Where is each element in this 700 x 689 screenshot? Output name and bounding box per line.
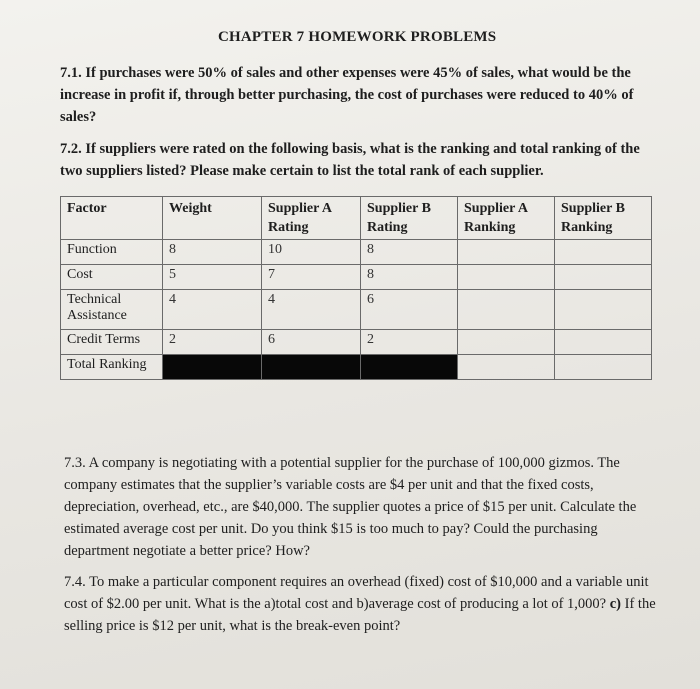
cell-b-rating: 6	[361, 290, 458, 330]
cell-factor: Technical Assistance	[61, 290, 163, 330]
cell-b-ranking	[555, 330, 652, 355]
supplier-rating-table	[60, 196, 652, 380]
table-row	[61, 265, 652, 290]
cell-total-a-ranking	[458, 355, 555, 380]
problem-7-2	[60, 138, 640, 182]
problem-7-4	[64, 571, 664, 637]
header-supplier-b-rating: Supplier B Rating	[361, 197, 458, 240]
problem-7-1: 7.1. If purchases were 50% of sales and other expenses were 45% of sales, what would be the increase in profit if, through better purchasing, the cost of purchases were reduced to 40% of sales?	[60, 65, 634, 125]
total-ranking-row	[61, 355, 652, 380]
header-weight: Weight	[163, 197, 262, 240]
cell-weight: 8	[163, 240, 262, 265]
problem-7-4-c-label: c)	[609, 596, 622, 612]
cell-a-rating: 6	[262, 330, 361, 355]
cell-a-ranking	[458, 265, 555, 290]
blacked-out-cell	[163, 355, 262, 380]
cell-weight: 5	[163, 265, 262, 290]
cell-b-ranking	[555, 290, 652, 330]
cell-a-ranking	[458, 290, 555, 330]
problem-7-4-text: 7.4. To make a particular component requires an overhead (fixed) cost of $10,000 and a variable unit cost of $2.00 per unit. What is the a)total cost and b)average cost of producing a lot of 1,000?	[64, 574, 649, 612]
cell-a-ranking	[458, 240, 555, 265]
table-row	[61, 240, 652, 265]
cell-a-ranking	[458, 330, 555, 355]
problem-7-3: 7.3. A company is negotiating with a potential supplier for the purchase of 100,000 gizmos. The company estimates that the supplier’s variable costs are $4 per unit and that the fixed costs, depreciation, overhead, etc., are $40,000. The supplier quotes a price of $15 per unit. Calculate the estimated average cost per unit. Do you think $15 is too much to pay? Could the purchasing department negotiate a better price? How?	[64, 455, 637, 559]
cell-weight: 2	[163, 330, 262, 355]
problem-7-2-emphasis: Please make certain to list the total rank of each supplier.	[190, 163, 544, 179]
header-supplier-a-rating: Supplier A Rating	[262, 197, 361, 240]
cell-b-ranking	[555, 240, 652, 265]
cell-factor: Function	[61, 240, 163, 265]
problem-7-4-c-text: If the selling price is $12 per unit, what is the break-even point?	[64, 596, 656, 634]
blacked-out-cell	[361, 355, 458, 380]
problem-7-2-text: 7.2. If suppliers were rated on the following basis, what is the ranking and total ranking of the two suppliers listed?	[60, 141, 640, 179]
cell-factor: Cost	[61, 265, 163, 290]
table-row	[61, 330, 652, 355]
header-supplier-b-ranking: Supplier B Ranking	[555, 197, 652, 240]
header-supplier-a-ranking: Supplier A Ranking	[458, 197, 555, 240]
cell-b-ranking	[555, 265, 652, 290]
header-factor: Factor	[61, 197, 163, 240]
table-header-row	[61, 197, 652, 240]
page-title: CHAPTER 7 HOMEWORK PROBLEMS	[218, 29, 497, 45]
cell-a-rating: 10	[262, 240, 361, 265]
cell-b-rating: 8	[361, 265, 458, 290]
cell-factor: Credit Terms	[61, 330, 163, 355]
blacked-out-cell	[262, 355, 361, 380]
table-row	[61, 290, 652, 330]
cell-total-b-ranking	[555, 355, 652, 380]
cell-total-label: Total Ranking	[61, 355, 163, 380]
cell-a-rating: 4	[262, 290, 361, 330]
cell-weight: 4	[163, 290, 262, 330]
cell-b-rating: 2	[361, 330, 458, 355]
cell-b-rating: 8	[361, 240, 458, 265]
cell-a-rating: 7	[262, 265, 361, 290]
